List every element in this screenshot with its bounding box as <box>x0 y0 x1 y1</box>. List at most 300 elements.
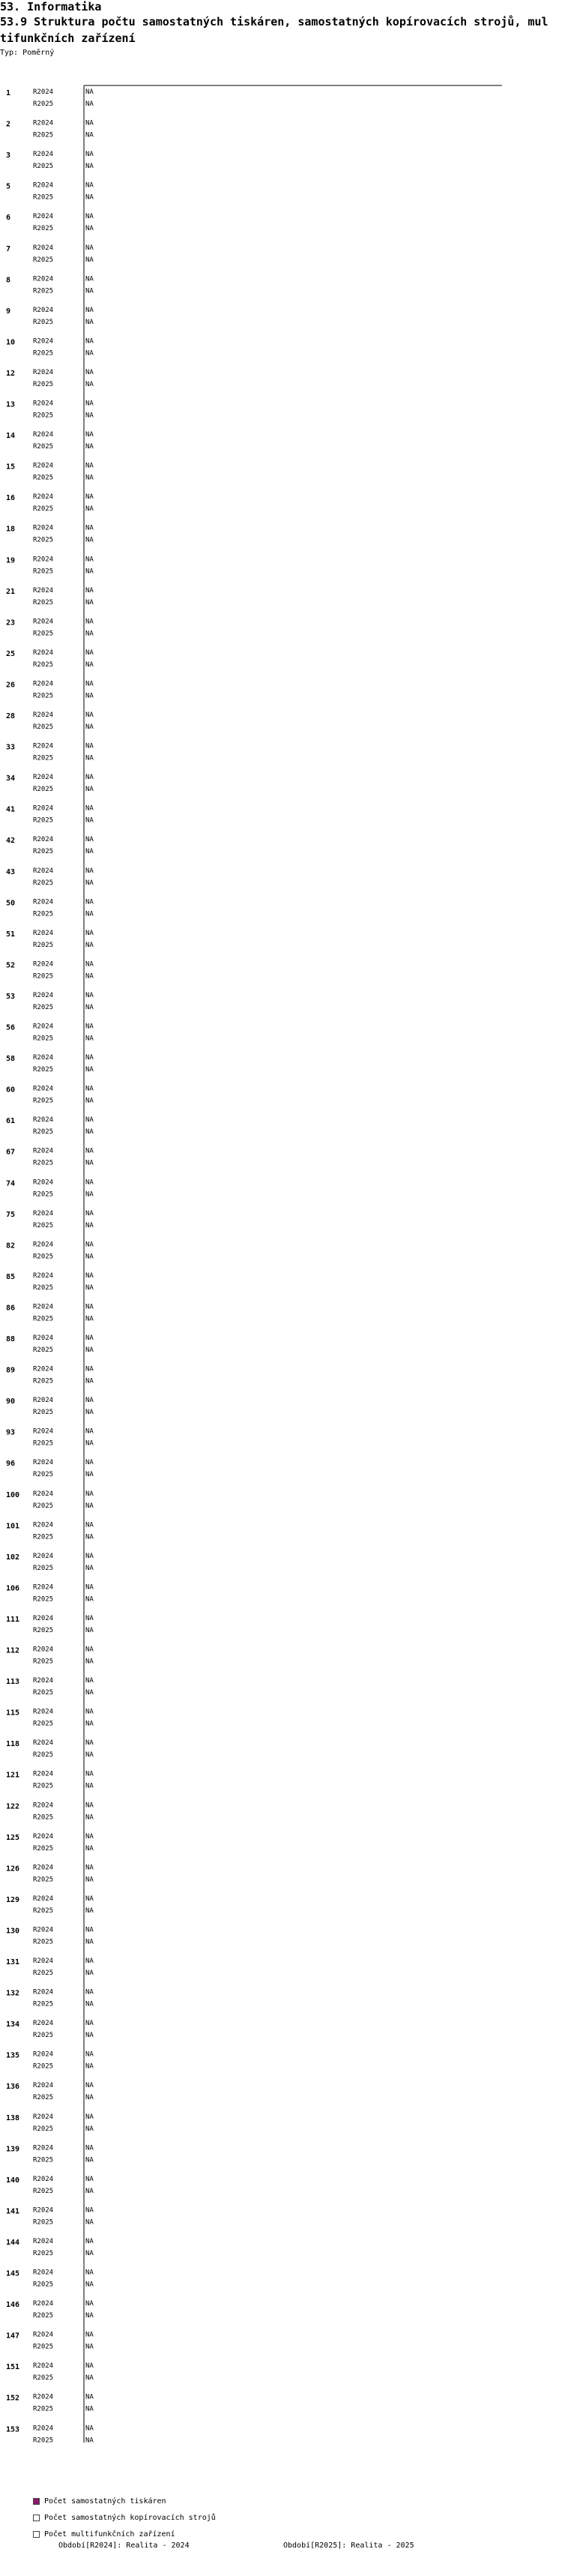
data-value-label: NA <box>85 1471 94 1479</box>
period-tick-label: R2025 <box>33 1814 54 1822</box>
data-value-label: NA <box>85 1782 94 1790</box>
category-label: 113 <box>6 1678 20 1687</box>
period-tick-label: R2024 <box>33 742 54 750</box>
period-tick-label: R2025 <box>33 1346 54 1354</box>
period-tick-label: R2025 <box>33 1253 54 1261</box>
data-value-label: NA <box>85 225 94 233</box>
data-value-label: NA <box>85 505 94 514</box>
data-value-label: NA <box>85 256 94 264</box>
data-value-label: NA <box>85 941 94 949</box>
data-value-label: NA <box>85 2206 94 2215</box>
data-value-label: NA <box>85 1802 94 1810</box>
period-tick-label: R2025 <box>33 1159 54 1167</box>
type-label: Typ: Poměrný <box>0 49 55 57</box>
legend-swatch-copiers <box>33 2515 40 2521</box>
category-label: 106 <box>6 1584 20 1593</box>
period-tick-label: R2025 <box>33 2062 54 2071</box>
category-label: 21 <box>6 587 16 596</box>
period-tick-label: R2024 <box>33 1397 54 1405</box>
data-value-label: NA <box>85 2144 94 2152</box>
category-label: 89 <box>6 1366 16 1375</box>
data-value-label: NA <box>85 711 94 719</box>
period-tick-label: R2024 <box>33 556 54 564</box>
period-label-2025: Období[R2025]: Realita - 2025 <box>283 2542 414 2550</box>
period-tick-label: R2024 <box>33 711 54 719</box>
period-tick-label: R2025 <box>33 1409 54 1417</box>
data-value-label: NA <box>85 431 94 439</box>
period-tick-label: R2024 <box>33 181 54 190</box>
data-value-label: NA <box>85 867 94 875</box>
data-value-label: NA <box>85 991 94 999</box>
data-value-label: NA <box>85 2113 94 2121</box>
data-value-label: NA <box>85 1864 94 1872</box>
data-value-label: NA <box>85 2000 94 2008</box>
period-tick-label: R2025 <box>33 2000 54 2008</box>
period-tick-label: R2025 <box>33 972 54 981</box>
data-value-label: NA <box>85 910 94 918</box>
data-value-label: NA <box>85 2156 94 2164</box>
data-value-label: NA <box>85 1315 94 1323</box>
period-tick-label: R2024 <box>33 960 54 969</box>
period-tick-label: R2025 <box>33 1191 54 1199</box>
data-value-label: NA <box>85 754 94 762</box>
period-tick-label: R2024 <box>33 2269 54 2277</box>
data-value-label: NA <box>85 1708 94 1716</box>
period-tick-label: R2024 <box>33 1926 54 1934</box>
category-label: 3 <box>6 151 11 160</box>
data-value-label: NA <box>85 524 94 532</box>
data-value-label: NA <box>85 1770 94 1778</box>
period-tick-label: R2024 <box>33 1552 54 1560</box>
period-tick-label: R2024 <box>33 898 54 906</box>
period-tick-label: R2024 <box>33 493 54 502</box>
data-value-label: NA <box>85 1689 94 1697</box>
period-tick-label: R2024 <box>33 368 54 376</box>
period-tick-label: R2024 <box>33 1583 54 1592</box>
period-tick-label: R2024 <box>33 431 54 439</box>
period-tick-label: R2025 <box>33 630 54 638</box>
period-tick-label: R2025 <box>33 474 54 482</box>
data-value-label: NA <box>85 131 94 139</box>
category-label: 93 <box>6 1428 16 1437</box>
legend-item-printers <box>33 2493 216 2509</box>
section-title: 53. Informatika <box>0 0 102 13</box>
period-tick-label: R2025 <box>33 910 54 918</box>
category-label: 126 <box>6 1865 20 1874</box>
period-tick-label: R2025 <box>33 816 54 825</box>
period-tick-label: R2024 <box>33 2020 54 2028</box>
period-tick-label: R2025 <box>33 193 54 202</box>
period-tick-label: R2024 <box>33 1490 54 1498</box>
period-tick-label: R2024 <box>33 618 54 626</box>
period-tick-label: R2025 <box>33 1533 54 1541</box>
period-tick-label: R2025 <box>33 879 54 887</box>
data-value-label: NA <box>85 462 94 470</box>
period-tick-label: R2024 <box>33 1802 54 1810</box>
period-tick-label: R2024 <box>33 680 54 688</box>
period-tick-label: R2024 <box>33 151 54 159</box>
data-value-label: NA <box>85 380 94 388</box>
period-tick-label: R2024 <box>33 1272 54 1280</box>
period-tick-label: R2024 <box>33 991 54 999</box>
data-value-label: NA <box>85 2362 94 2371</box>
category-label: 122 <box>6 1802 20 1811</box>
data-value-label: NA <box>85 412 94 420</box>
data-value-label: NA <box>85 2405 94 2413</box>
period-tick-label: R2025 <box>33 1720 54 1728</box>
period-tick-label: R2024 <box>33 1521 54 1529</box>
data-value-label: NA <box>85 1303 94 1311</box>
period-tick-label: R2025 <box>33 1066 54 1074</box>
data-value-label: NA <box>85 1552 94 1560</box>
data-value-label: NA <box>85 1241 94 1249</box>
period-tick-label: R2025 <box>33 1907 54 1915</box>
category-label: 5 <box>6 182 11 191</box>
data-value-label: NA <box>85 2062 94 2071</box>
data-value-label: NA <box>85 1209 94 1218</box>
period-tick-label: R2025 <box>33 1595 54 1604</box>
period-tick-label: R2025 <box>33 1658 54 1666</box>
data-value-label: NA <box>85 2187 94 2195</box>
data-value-label: NA <box>85 1191 94 1199</box>
data-value-label: NA <box>85 972 94 981</box>
category-label: 130 <box>6 1927 20 1936</box>
period-tick-label: R2024 <box>33 1677 54 1685</box>
period-tick-label: R2025 <box>33 1782 54 1790</box>
period-tick-label: R2025 <box>33 1284 54 1292</box>
period-tick-label: R2024 <box>33 1179 54 1187</box>
period-tick-label: R2024 <box>33 586 54 595</box>
period-tick-label: R2025 <box>33 1439 54 1448</box>
period-tick-label: R2024 <box>33 1023 54 1031</box>
category-label: 28 <box>6 712 16 720</box>
period-tick-label: R2024 <box>33 929 54 937</box>
period-tick-label: R2024 <box>33 648 54 657</box>
period-tick-label: R2024 <box>33 1334 54 1342</box>
data-value-label: NA <box>85 2300 94 2308</box>
period-tick-label: R2024 <box>33 1241 54 1249</box>
category-label: 16 <box>6 494 16 503</box>
period-tick-label: R2025 <box>33 692 54 700</box>
data-value-label: NA <box>85 692 94 700</box>
period-tick-label: R2025 <box>33 568 54 576</box>
period-tick-label: R2025 <box>33 318 54 326</box>
period-tick-label: R2025 <box>33 1035 54 1043</box>
category-label: 14 <box>6 432 16 441</box>
period-tick-label: R2024 <box>33 88 54 96</box>
category-label: 102 <box>6 1553 20 1562</box>
period-tick-label: R2025 <box>33 1689 54 1697</box>
data-value-label: NA <box>85 1988 94 1996</box>
data-value-label: NA <box>85 848 94 856</box>
data-value-label: NA <box>85 2125 94 2133</box>
data-value-label: NA <box>85 1054 94 1062</box>
data-value-label: NA <box>85 349 94 358</box>
period-tick-label: R2024 <box>33 462 54 470</box>
period-tick-label: R2025 <box>33 412 54 420</box>
data-value-label: NA <box>85 1614 94 1622</box>
category-label: 15 <box>6 463 16 472</box>
period-tick-label: R2025 <box>33 1128 54 1137</box>
data-value-label: NA <box>85 1116 94 1125</box>
period-tick-label: R2024 <box>33 275 54 283</box>
category-label: 90 <box>6 1397 16 1406</box>
period-tick-label: R2024 <box>33 1988 54 1996</box>
period-tick-label: R2025 <box>33 2032 54 2040</box>
data-value-label: NA <box>85 1720 94 1728</box>
period-tick-label: R2024 <box>33 2082 54 2090</box>
period-tick-label: R2025 <box>33 1097 54 1105</box>
data-value-label: NA <box>85 1626 94 1634</box>
period-tick-label: R2025 <box>33 2281 54 2289</box>
data-value-label: NA <box>85 568 94 576</box>
period-tick-label: R2024 <box>33 2237 54 2245</box>
category-label: 145 <box>6 2269 20 2278</box>
category-label: 88 <box>6 1335 16 1343</box>
period-tick-label: R2025 <box>33 2125 54 2133</box>
period-tick-label: R2024 <box>33 2393 54 2401</box>
data-value-label: NA <box>85 1179 94 1187</box>
category-label: 147 <box>6 2332 20 2341</box>
category-label: 112 <box>6 1646 20 1655</box>
data-value-label: NA <box>85 1502 94 1510</box>
category-label: 42 <box>6 837 16 846</box>
period-tick-label: R2024 <box>33 1054 54 1062</box>
period-tick-label: R2025 <box>33 1471 54 1479</box>
category-label: 23 <box>6 619 16 628</box>
period-tick-label: R2025 <box>33 1938 54 1946</box>
data-value-label: NA <box>85 1097 94 1105</box>
period-tick-label: R2025 <box>33 848 54 856</box>
period-tick-label: R2025 <box>33 2405 54 2413</box>
category-label: 13 <box>6 400 16 409</box>
data-value-label: NA <box>85 1439 94 1448</box>
category-label: 33 <box>6 743 16 752</box>
data-value-label: NA <box>85 1377 94 1385</box>
data-value-label: NA <box>85 960 94 969</box>
category-label: 152 <box>6 2394 20 2403</box>
data-value-label: NA <box>85 1521 94 1529</box>
period-tick-label: R2024 <box>33 2113 54 2121</box>
data-value-label: NA <box>85 618 94 626</box>
period-tick-label: R2025 <box>33 1751 54 1760</box>
category-label: 26 <box>6 681 16 690</box>
data-value-label: NA <box>85 2374 94 2383</box>
period-tick-label: R2025 <box>33 1377 54 1385</box>
data-value-label: NA <box>85 1085 94 1093</box>
category-label: 100 <box>6 1490 20 1499</box>
data-value-label: NA <box>85 306 94 314</box>
data-value-label: NA <box>85 181 94 190</box>
data-value-label: NA <box>85 151 94 159</box>
category-label: 129 <box>6 1895 20 1904</box>
period-tick-label: R2024 <box>33 306 54 314</box>
data-value-label: NA <box>85 100 94 108</box>
period-tick-label: R2024 <box>33 1832 54 1841</box>
legend-item-multifunction <box>33 2526 216 2542</box>
period-tick-label: R2024 <box>33 1957 54 1965</box>
data-value-label: NA <box>85 2437 94 2445</box>
data-value-label: NA <box>85 2281 94 2289</box>
category-label: 75 <box>6 1210 16 1219</box>
category-label: 125 <box>6 1833 20 1842</box>
period-tick-label: R2025 <box>33 256 54 264</box>
legend-swatch-multifunction <box>33 2531 40 2538</box>
data-value-label: NA <box>85 1272 94 1280</box>
data-value-label: NA <box>85 337 94 346</box>
data-value-label: NA <box>85 1583 94 1592</box>
legend-label-multifunction: Počet multifunkčních zařízení <box>44 2530 175 2539</box>
data-value-label: NA <box>85 598 94 607</box>
period-tick-label: R2024 <box>33 836 54 844</box>
category-label: 7 <box>6 244 11 253</box>
period-tick-label: R2024 <box>33 804 54 813</box>
data-value-label: NA <box>85 2269 94 2277</box>
data-value-label: NA <box>85 1003 94 1011</box>
data-value-label: NA <box>85 1895 94 1903</box>
period-tick-label: R2024 <box>33 1209 54 1218</box>
period-tick-label: R2025 <box>33 1844 54 1853</box>
data-value-label: NA <box>85 213 94 221</box>
period-tick-label: R2025 <box>33 536 54 544</box>
data-value-label: NA <box>85 1907 94 1915</box>
data-value-label: NA <box>85 318 94 326</box>
data-value-label: NA <box>85 660 94 669</box>
period-tick-label: R2025 <box>33 1502 54 1510</box>
data-value-label: NA <box>85 1459 94 1467</box>
category-label: 12 <box>6 369 16 378</box>
data-value-label: NA <box>85 536 94 544</box>
data-value-label: NA <box>85 742 94 750</box>
data-value-label: NA <box>85 1253 94 1261</box>
data-value-label: NA <box>85 2175 94 2183</box>
data-value-label: NA <box>85 836 94 844</box>
data-value-label: NA <box>85 2331 94 2339</box>
data-value-label: NA <box>85 474 94 482</box>
period-tick-label: R2024 <box>33 1427 54 1436</box>
data-value-label: NA <box>85 1066 94 1074</box>
period-tick-label: R2025 <box>33 505 54 514</box>
data-value-label: NA <box>85 680 94 688</box>
period-tick-label: R2025 <box>33 2374 54 2383</box>
period-tick-label: R2025 <box>33 349 54 358</box>
category-label: 61 <box>6 1117 16 1126</box>
data-value-label: NA <box>85 244 94 252</box>
category-label: 25 <box>6 649 16 658</box>
period-tick-label: R2025 <box>33 2437 54 2445</box>
data-value-label: NA <box>85 2237 94 2245</box>
data-value-label: NA <box>85 2020 94 2028</box>
category-label: 85 <box>6 1272 16 1281</box>
period-tick-label: R2024 <box>33 1303 54 1311</box>
category-label: 10 <box>6 338 16 347</box>
data-value-label: NA <box>85 1365 94 1373</box>
data-value-label: NA <box>85 1128 94 1137</box>
legend-item-copiers <box>33 2509 216 2526</box>
category-label: 153 <box>6 2425 20 2434</box>
data-value-label: NA <box>85 368 94 376</box>
category-label: 132 <box>6 1989 20 1998</box>
period-tick-label: R2024 <box>33 2300 54 2308</box>
data-value-label: NA <box>85 443 94 451</box>
legend-label-printers: Počet samostatných tiskáren <box>44 2497 166 2506</box>
data-value-label: NA <box>85 879 94 887</box>
legend-swatch-printers <box>33 2498 40 2505</box>
period-tick-label: R2024 <box>33 1739 54 1748</box>
data-value-label: NA <box>85 1284 94 1292</box>
data-value-label: NA <box>85 1564 94 1572</box>
data-value-label: NA <box>85 1957 94 1965</box>
data-value-label: NA <box>85 2218 94 2227</box>
data-value-label: NA <box>85 586 94 595</box>
period-tick-label: R2025 <box>33 1564 54 1572</box>
data-value-label: NA <box>85 1147 94 1155</box>
data-value-label: NA <box>85 630 94 638</box>
category-label: 74 <box>6 1179 16 1188</box>
period-tick-label: R2025 <box>33 1969 54 1977</box>
period-tick-label: R2024 <box>33 2175 54 2183</box>
data-value-label: NA <box>85 898 94 906</box>
data-value-label: NA <box>85 1938 94 1946</box>
category-label: 58 <box>6 1055 16 1064</box>
period-tick-label: R2025 <box>33 2218 54 2227</box>
period-tick-label: R2025 <box>33 2187 54 2195</box>
category-label: 144 <box>6 2238 20 2247</box>
period-tick-label: R2024 <box>33 1116 54 1125</box>
period-tick-label: R2024 <box>33 1365 54 1373</box>
category-label: 41 <box>6 805 16 814</box>
period-tick-label: R2025 <box>33 1315 54 1323</box>
category-label: 9 <box>6 307 11 316</box>
data-value-label: NA <box>85 1677 94 1685</box>
data-value-label: NA <box>85 1969 94 1977</box>
data-value-label: NA <box>85 2312 94 2320</box>
period-tick-label: R2025 <box>33 660 54 669</box>
category-label: 6 <box>6 214 11 223</box>
period-tick-label: R2025 <box>33 225 54 233</box>
category-label: 118 <box>6 1740 20 1749</box>
category-label: 138 <box>6 2113 20 2122</box>
period-tick-label: R2025 <box>33 1876 54 1884</box>
category-label: 34 <box>6 774 16 783</box>
category-label: 18 <box>6 525 16 534</box>
category-label: 50 <box>6 899 16 908</box>
category-label: 101 <box>6 1522 20 1531</box>
data-value-label: NA <box>85 2343 94 2351</box>
data-value-label: NA <box>85 929 94 937</box>
data-value-label: NA <box>85 88 94 96</box>
period-tick-label: R2025 <box>33 598 54 607</box>
data-value-label: NA <box>85 1533 94 1541</box>
data-value-label: NA <box>85 2032 94 2040</box>
period-tick-label: R2024 <box>33 1864 54 1872</box>
data-value-label: NA <box>85 2249 94 2257</box>
period-tick-label: R2024 <box>33 2050 54 2059</box>
data-value-label: NA <box>85 275 94 283</box>
data-value-label: NA <box>85 1159 94 1167</box>
category-label: 60 <box>6 1086 16 1095</box>
period-tick-label: R2025 <box>33 131 54 139</box>
period-tick-label: R2025 <box>33 2343 54 2351</box>
period-tick-label: R2024 <box>33 774 54 782</box>
period-tick-label: R2024 <box>33 213 54 221</box>
period-tick-label: R2025 <box>33 287 54 295</box>
data-value-label: NA <box>85 1595 94 1604</box>
period-tick-label: R2024 <box>33 244 54 252</box>
data-value-label: NA <box>85 1658 94 1666</box>
chart-title: 53.9 Struktura počtu samostatných tiskáren, samostatných kopírovacích strojů, multifunkčních zařízení <box>0 15 549 45</box>
period-tick-label: R2024 <box>33 1085 54 1093</box>
